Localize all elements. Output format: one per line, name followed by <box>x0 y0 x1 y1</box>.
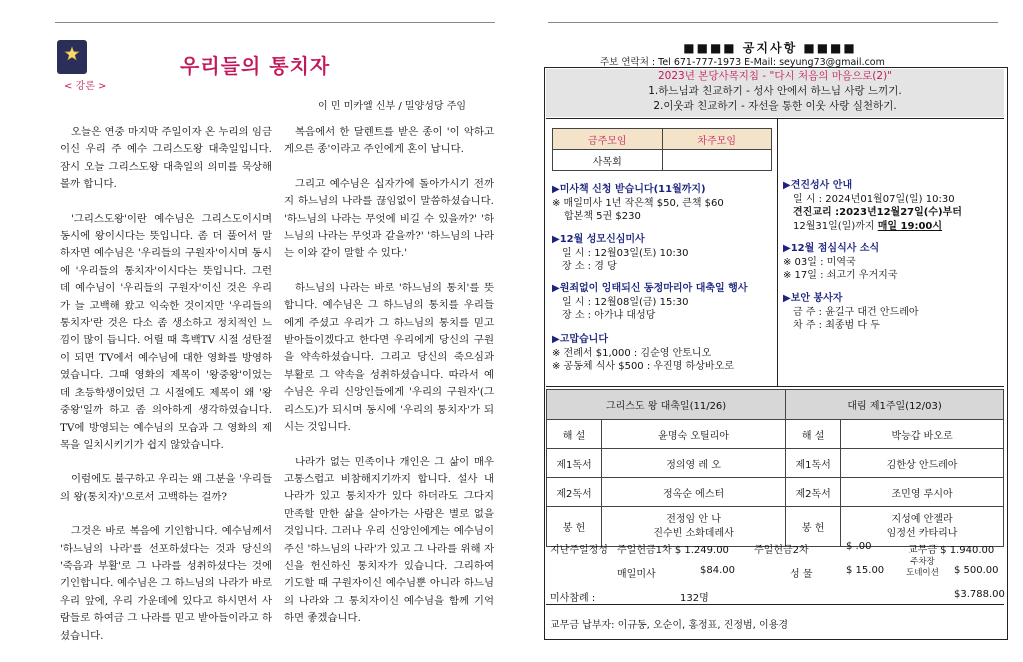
role-cell: 제2독서 <box>786 478 841 507</box>
offering-second-value: $ .00 <box>846 541 872 552</box>
roster-header-this-week: 그리스도 왕 대축일(11/26) <box>547 390 786 420</box>
paragraph: 그리고 예수님은 십자가에 돌아가시기 전까지 하느님의 나라를 끊임없이 말씀하셨습니다. '하느님의 나라는 무엇에 비길 수 있을까?' '하느님의 나라는 무엇과 같을까?' '하느님의 나라는 이와 같이 말할 수 있다.' <box>284 177 494 260</box>
this-week-header: 금주모임 <box>553 129 663 150</box>
role-cell: 해 설 <box>547 420 602 449</box>
top-rule-right <box>548 22 998 23</box>
role-cell: 봉 헌 <box>786 507 841 547</box>
name-cell: 조민영 루시아 <box>841 478 1004 507</box>
paragraph: 오늘은 연중 마지막 주일이자 온 누리의 임금이신 우리 주 예수 그리스도왕 대축일입니다. 잠시 오늘 그리스도왕 대축일의 의미를 묵상해 볼까 합니다. <box>60 126 272 191</box>
notice-title: ■■■■ 공지사항 ■■■■ <box>683 41 857 55</box>
roster-header-next-week: 대림 제1주일(12/03) <box>786 390 1004 420</box>
dues-payers: 교무금 납부자: 이규동, 오순이, 홍정표, 진정범, 이용경 <box>550 620 789 631</box>
announcement-immaculate: ▶원죄없이 잉태되신 동정마리아 대축일 행사 일 시 : 12월08일(금) 15:30 장 소 : 아가냐 대성당 <box>552 283 748 321</box>
theme-title: 2023년 본당사목지침 - "다시 처음의 마음으로(2)" <box>657 70 893 82</box>
name-cell: 윤명숙 오틸리아 <box>602 420 786 449</box>
contact-line: 주보 연락처 : Tel 671-777-1973 E-Mail: seyung73@gmail.com <box>600 57 885 68</box>
liturgy-roster-table <box>546 389 1004 547</box>
name-cell: 박능갑 바오로 <box>841 420 1004 449</box>
sermon-author: 이 민 미카엘 신부 / 밀양성당 주임 <box>318 101 467 112</box>
paragraph: 이럼에도 불구하고 우리는 왜 그분을 '우리들의 왕(통치자)'으로서 고백하는 걸까? <box>60 473 272 503</box>
name-cell: 정옥순 에스터 <box>602 478 786 507</box>
meetings-table <box>552 128 772 171</box>
offering-second-label: 주일헌금2차 <box>754 545 809 556</box>
paragraph: '그리스도왕'이란 예수님은 그리스도이시며 동시에 왕이시다는 뜻입니다. 좀 더 풀어서 말하자면 예수님은 '우리들의 구원자'이시며 동시에 '우리들의 통치자'이시다는 뜻입니다. 그런데 예수님이 '우리들의 구원자'이신 것은 우리가 늘 고백해 왔고 익숙한 것이지만 '우리들의 통치자'란 것은 다소 좀 생소하고 정치적인 느낌이 많이 듭니다. 어릴 때 흑백TV 시절 성탄절이 되면 TV에서 예수님에 대한 영화를 방영하였습니다. 그때 영화의 제목이 '왕중왕'이었는데 초등학생이었던 그 시절에도 제목이 왜 '왕중왕'일까 하고 좀 의아하게 생각하였습니다. TV에 방영되는 예수님의 모습과 그 영화의 제목을 일치시키기가 쉽지 않았습니다. <box>60 212 272 451</box>
offering-label: 지난주일정성 <box>550 545 608 556</box>
total-value: $3.788.00 <box>954 589 1005 600</box>
next-week-header: 차주모임 <box>662 129 772 150</box>
this-week-meeting: 사목회 <box>553 150 663 171</box>
paragraph: 복음에서 한 달렌트를 받은 종이 '이 악하고 게으른 종'이라고 주인에게 혼이 납니다. <box>284 126 494 156</box>
role-cell: 제2독서 <box>547 478 602 507</box>
role-cell: 해 설 <box>786 420 841 449</box>
parking-donation-value: $ 500.00 <box>954 565 999 576</box>
divider <box>546 604 1004 605</box>
column-divider <box>777 118 778 386</box>
church-logo <box>57 40 87 74</box>
sermon-column-2 <box>284 124 494 645</box>
announcement-security: ▶보안 봉사자 금 주 : 윤길구 대건 안드레아 차 주 : 최종범 다 두 <box>783 293 919 331</box>
paragraph: 그것은 바로 복음에 기인합니다. 예수님께서 '하느님의 나라'를 선포하셨다는 것과 당신의 '죽음과 부활'로 그 나라를 성취하셨다는 것에 기인합니다. 예수님은 그 하느님의 나라가 바로 우리 앞에, 우리 가운데에 있다고 하시면서 사람들로 하여금 그 나라를 믿고 받아들이라고 하셨습니다. <box>60 525 272 642</box>
divider <box>546 118 1004 119</box>
daily-missal-value: $84.00 <box>700 565 735 576</box>
goods-value: $ 15.00 <box>846 565 885 576</box>
theme-line: 2.이웃과 친교하기 - 자선을 통한 이웃 사랑 실천하기. <box>653 100 897 112</box>
top-rule-left <box>55 22 495 23</box>
attendance-label: 미사참례 : <box>550 593 596 604</box>
attendance-value: 132명 <box>680 593 709 604</box>
homily-label: < 강론 > <box>64 81 107 92</box>
divider <box>546 386 1004 387</box>
announcement-missal: ▶미사책 신청 받습니다(11월까지) ※ 매일미사 1년 작은책 $50, 큰책 $60 합본책 5권 $230 <box>552 184 724 222</box>
offering-dues: 교무금 $ 1.940.00 <box>908 545 995 556</box>
announcement-thanks: ▶고맙습니다 ※ 전례서 $1,000 : 김순영 안토니오 ※ 공동체 식사 $500 : 우진명 하상바오로 <box>552 334 734 372</box>
goods-label: 성 물 <box>790 569 813 580</box>
name-cell: 정의영 레 오 <box>602 449 786 478</box>
daily-missal-label: 매일미사 <box>617 569 656 580</box>
name-cell: 지성예 안젤라 임정선 카타리나 <box>841 507 1004 547</box>
pastoral-theme <box>546 69 1004 117</box>
name-cell: 김한상 안드레아 <box>841 449 1004 478</box>
paragraph: 나라가 없는 민족이나 개인은 그 삶이 매우 고통스럽고 비참해지기까지 합니다. 설사 내 나라가 있고 통치자가 있다 하더라도 그다지 만족할 만한 삶을 살아가는 사람은 별로 없을 것입니다. 그러나 우리 신앙인에게는 예수님이 주신 '하느님의 나라'가 있고 그 나라를 위해 자신을 헌신하신 통치자가 있습니다. 그리하여 기도할 때 구원자이신 예수님뿐 아니라 하느님의 나라와 그 통치자이신 예수님을 함께 기억하면 좋겠습니다. <box>284 455 494 625</box>
role-cell: 제1독서 <box>547 449 602 478</box>
role-cell: 제1독서 <box>786 449 841 478</box>
parking-donation-label: 주차장 도네이션 <box>906 557 939 578</box>
offering-first: 주일헌금1차 $ 1.249.00 <box>617 545 729 556</box>
next-week-meeting <box>662 150 772 171</box>
name-cell: 전정임 안 나 진수빈 소화데레사 <box>602 507 786 547</box>
announcement-lunch: ▶12월 점심식사 소식 ※ 03일 : 미역국 ※ 17일 : 쇠고기 우거지국 <box>783 243 898 281</box>
theme-line: 1.하느님과 친교하기 - 성사 안에서 하느님 사랑 느끼기. <box>648 85 902 97</box>
announcement-confirmation: ▶견진성사 안내 일 시 : 2024년01월07일(일) 10:30 견진교리 :2023년12월27일(수)부터 12월31일(일)까지 매일 19:00시 <box>783 180 962 232</box>
role-cell: 봉 헌 <box>547 507 602 547</box>
announcement-mary-mass: ▶12월 성모신심미사 일 시 : 12월03일(토) 10:30 장 소 : 경 당 <box>552 234 689 272</box>
sermon-title: 우리들의 통치자 <box>180 54 331 78</box>
paragraph: 하느님의 나라는 바로 '하느님의 통치'를 뜻합니다. 예수님은 그 하느님의 통치를 우리들에게 주셨고 우리가 그 하느님의 통치를 믿고 받아들이겠다고 한다면 우리에게 당신의 구원을 약속하셨습니다. 그리고 당신의 죽으심과 부활로 그 약속을 성취하셨습니다. 따라서 예수님은 우리 신앙인들에게 '우리의 구원자'(그리스도)가 되시며 동시에 '우리의 통치자'가 되시는 것입니다. <box>284 281 494 434</box>
sermon-column-1 <box>60 124 272 662</box>
